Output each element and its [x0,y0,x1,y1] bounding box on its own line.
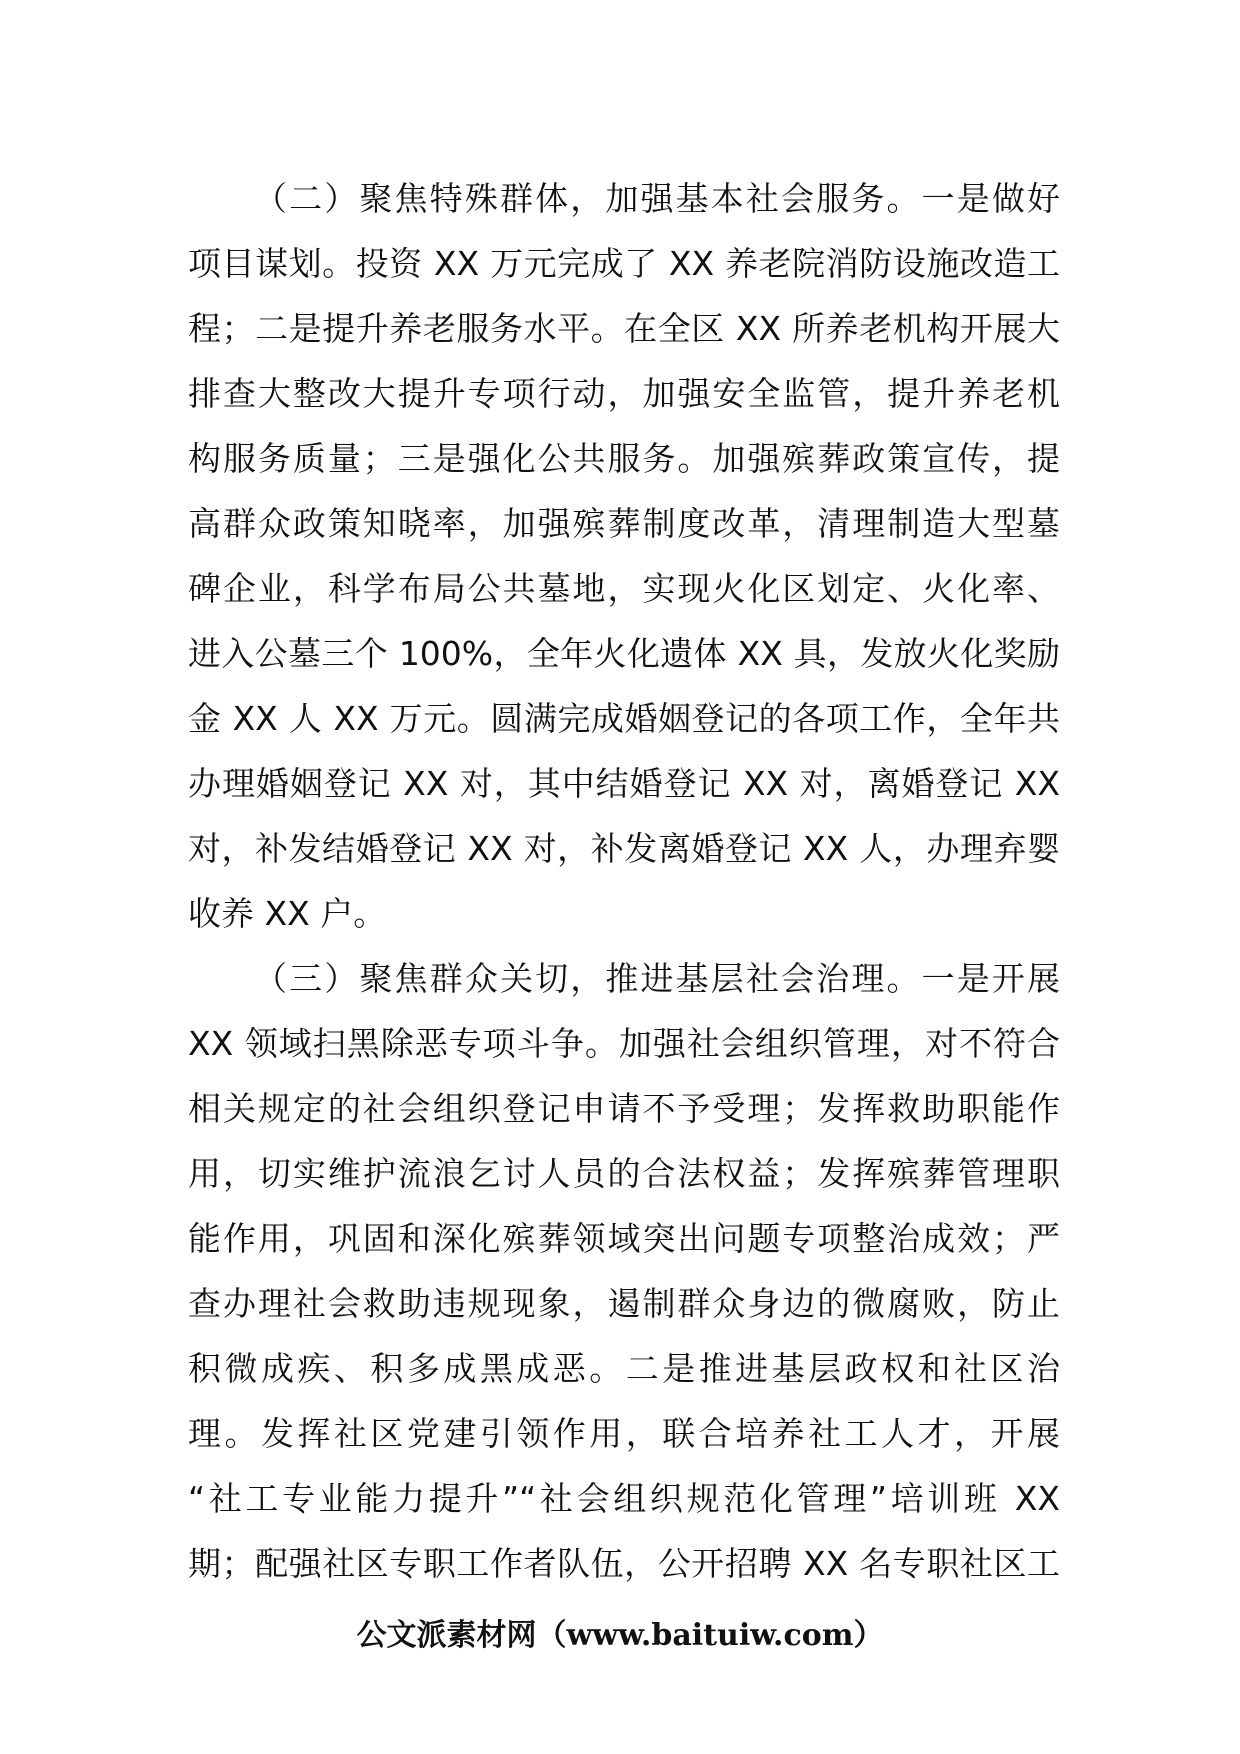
text-line: 收养 XX 户。 [188,894,387,933]
text-line: 对，补发结婚登记 XX 对，补发离婚登记 XX 人，办理弃婴 [188,829,1060,868]
text-line: 构服务质量；三是强化公共服务。加强殡葬政策宣传，提 [188,439,1060,478]
text-line: 进入公墓三个 100%，全年火化遗体 XX 具，发放火化奖励 [188,634,1060,673]
text-line: 期；配强社区专职工作者队伍，公开招聘 XX 名专职社区工 [188,1544,1060,1583]
text-line: 查办理社会救助违规现象，遏制群众身边的微腐败，防止 [188,1284,1060,1323]
text-line: XX 领域扫黑除恶专项斗争。加强社会组织管理，对不符合 [188,1024,1060,1063]
text-line: 项目谋划。投资 XX 万元完成了 XX 养老院消防设施改造工 [188,244,1060,283]
text-line: 积微成疾、积多成黑成恶。二是推进基层政权和社区治 [188,1349,1060,1388]
text-line: 能作用，巩固和深化殡葬领域突出问题专项整治成效；严 [188,1219,1060,1258]
footer-watermark: 公文派素材网（www.baituiw.com） [356,1618,884,1653]
text-line: 相关规定的社会组织登记申请不予受理；发挥救助职能作 [188,1089,1060,1128]
text-line: 碑企业，科学布局公共墓地，实现火化区划定、火化率、 [188,569,1060,608]
text-line: 程；二是提升养老服务水平。在全区 XX 所养老机构开展大 [188,309,1060,348]
text-line: （二）聚焦特殊群体，加强基本社会服务。一是做好 [254,179,1060,218]
text-line: （三）聚焦群众关切，推进基层社会治理。一是开展 [254,959,1060,998]
text-line: 理。发挥社区党建引领作用，联合培养社工人才，开展 [188,1414,1060,1453]
document-body [188,166,1060,1596]
text-line: “社工专业能力提升”“社会组织规范化管理”培训班 XX [188,1479,1060,1518]
text-line: 办理婚姻登记 XX 对，其中结婚登记 XX 对，离婚登记 XX [188,764,1060,803]
text-line: 用，切实维护流浪乞讨人员的合法权益；发挥殡葬管理职 [188,1154,1060,1193]
text-line: 金 XX 人 XX 万元。圆满完成婚姻登记的各项工作，全年共 [188,699,1060,738]
text-line: 排查大整改大提升专项行动，加强安全监管，提升养老机 [188,374,1060,413]
text-line: 高群众政策知晓率，加强殡葬制度改革，清理制造大型墓 [188,504,1060,543]
